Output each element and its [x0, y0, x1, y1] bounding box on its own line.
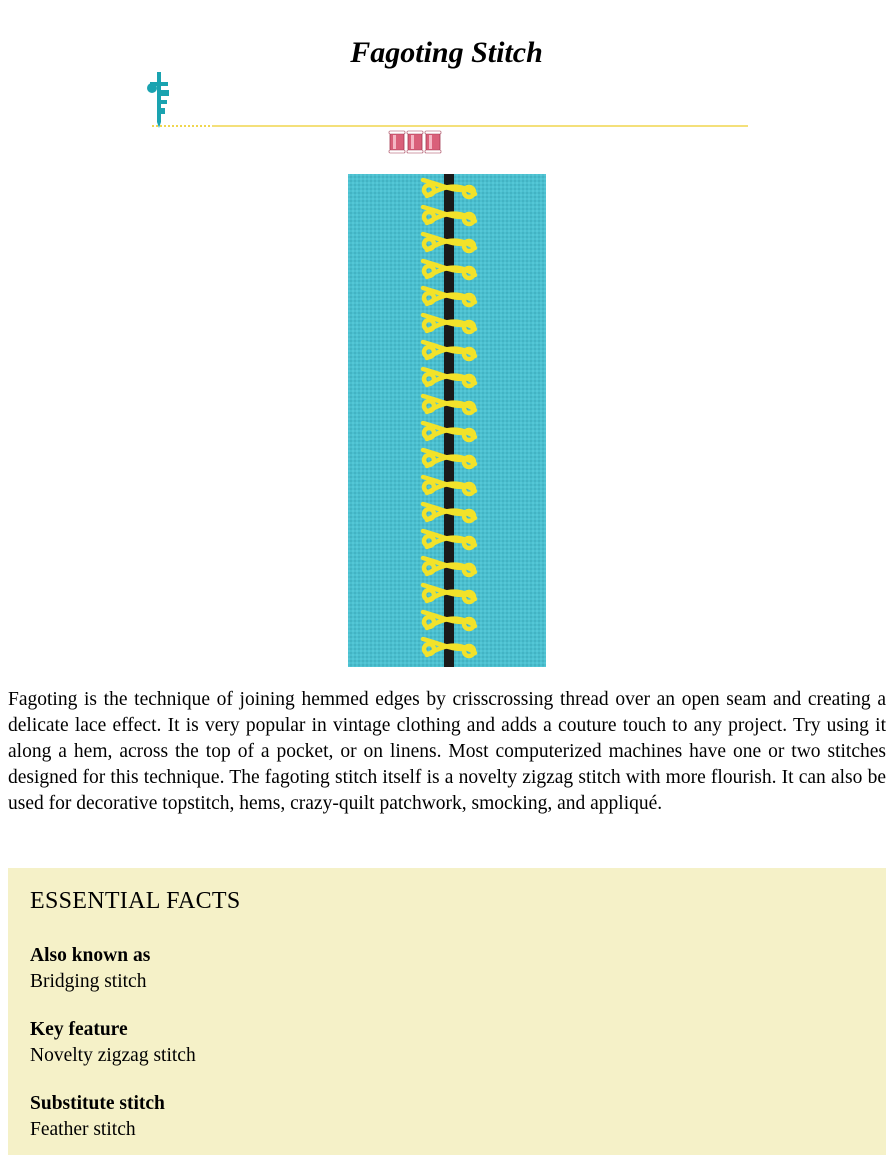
- fact-value: Novelty zigzag stitch: [30, 1045, 196, 1066]
- stitch-sample-image: [348, 174, 546, 667]
- fact-label: Substitute stitch: [30, 1093, 165, 1114]
- stitch-guide-line: [152, 125, 748, 127]
- thread-spools-icon: [388, 130, 442, 154]
- fact-item: [30, 1091, 165, 1143]
- fact-value: Feather stitch: [30, 1119, 136, 1140]
- page-title: Fagoting Stitch: [350, 36, 543, 69]
- fact-label: Also known as: [30, 945, 151, 966]
- sewing-needle-icon: [140, 70, 180, 130]
- fact-item: [30, 943, 150, 995]
- fact-label: Key feature: [30, 1019, 128, 1040]
- intro-paragraph: Fagoting is the technique of joining hemmed edges by crisscrossing thread over an open seam and creating a delicate lace effect. It is very popular in vintage clothing and adds a couture touch to any project. Try using it along a hem, across the top of a pocket, or on linens. Most computerized machines have one or two stitches designed for this technique. The fagoting stitch itself is a novelty zigzag stitch with more flourish. It can also be used for decorative topstitch, hems, crazy-quilt patchwork, smocking, and appliqué.: [8, 689, 886, 814]
- facts-heading: ESSENTIAL FACTS: [30, 888, 241, 914]
- essential-facts-box: [8, 868, 886, 1155]
- fact-value: Bridging stitch: [30, 971, 147, 992]
- fact-item: [30, 1017, 196, 1069]
